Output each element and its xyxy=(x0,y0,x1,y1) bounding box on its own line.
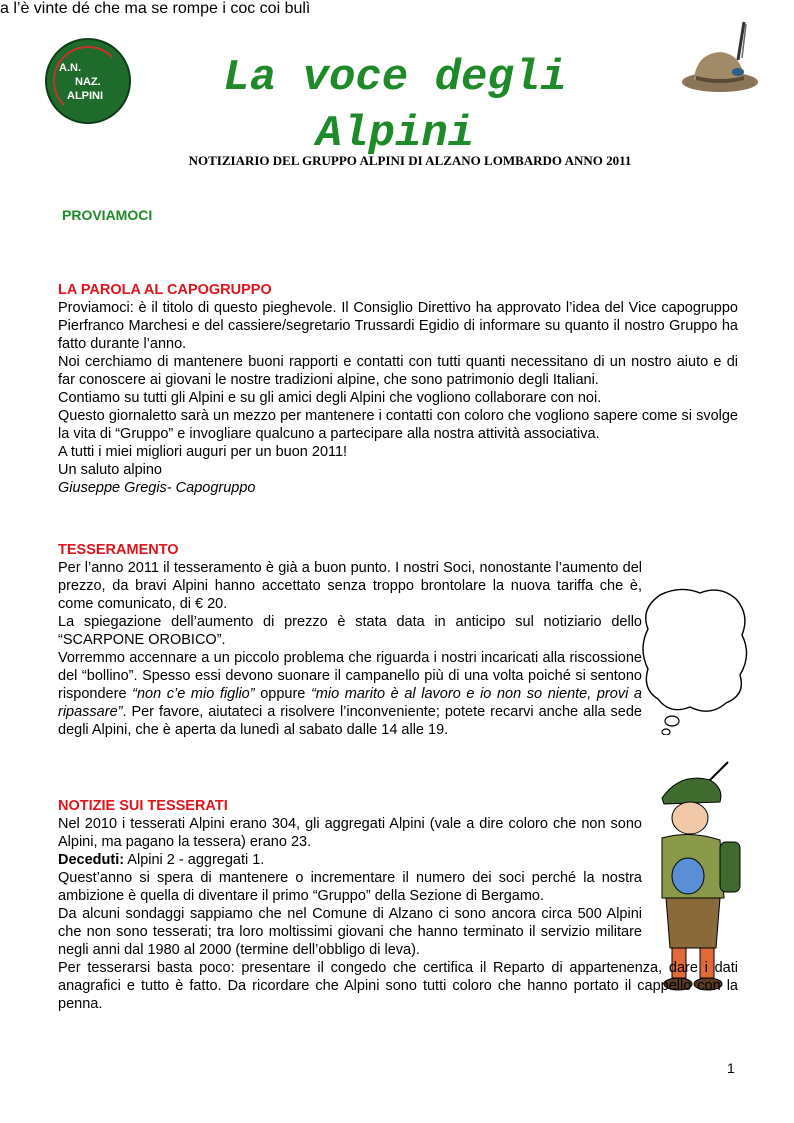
paragraph: La spiegazione dell’aumento di prezzo è stata data in anticipo sul notiziario dello “SCARPONE OROBICO”. xyxy=(58,614,642,648)
paragraph: Noi cerchiamo di mantenere buoni rapporti e contatti con tutti quanti necessitano di un nostro aiuto e di far conoscere ai giovani le nostre tradizioni alpine, che sono patrimonio degli Italiani. xyxy=(58,354,738,388)
alpine-hat-illustration xyxy=(680,20,760,100)
quote-run: “mio marito è al lavoro e io non so niente, provi a ripassare” xyxy=(58,686,642,720)
signature-greeting: Un saluto alpino xyxy=(58,462,162,478)
paragraph: Questo giornaletto sarà un mezzo per mantenere i contatti con coloro che vogliono sapere come si svolge la vita di “Gruppo” e invogliare qualcuno a partecipare alla nostra attività associativa. xyxy=(58,408,738,442)
logo-text-1: A.N. xyxy=(59,62,81,74)
section-heading-capogruppo: LA PAROLA AL CAPOGRUPPO xyxy=(58,282,272,298)
bubble-text: a l’è vinte dé che ma se rompe i coc coi bulì xyxy=(0,0,311,17)
text-run: oppure xyxy=(254,686,311,702)
section-heading-tesserati: NOTIZIE SUI TESSERATI xyxy=(58,798,228,814)
paragraph: Proviamoci: è il titolo di questo pieghevole. Il Consiglio Direttivo ha approvato l’idea del Vice capogruppo Pierfranco Marchesi e del cassiere/segretario Trussardi Egidio di informare su quanto il nostro Gruppo ha fatto durante l’anno. xyxy=(58,300,738,352)
signature-block xyxy=(58,479,738,497)
title-line-1: La voce degli xyxy=(223,53,567,103)
deceased-label: Deceduti: xyxy=(58,852,125,868)
section-heading-tesseramento: TESSERAMENTO xyxy=(58,542,179,558)
ana-logo xyxy=(45,38,131,124)
text-run: Vorremmo accennare a un piccolo problema che riguarda i nostri incaricati alla riscossione del “bollino”. Spesso essi devono suonare il campanello più di una volta poiché si sentono rispondere xyxy=(58,650,642,702)
paragraph: Per tesserarsi basta poco: presentare il congedo che certifica il Reparto di appartenenza, dare i dati anagrafici e tutto è fatto. Da ricordare che Alpini sono tutti coloro che hanno portato il cappello con la penna. xyxy=(58,960,738,1012)
paragraph: Per l’anno 2011 il tesseramento è già a buon punto. I nostri Soci, nonostante l’aumento del prezzo, da bravi Alpini hanno accettato senza troppo brontolare la nuova tariffa che è, come comunicato, di € 20. xyxy=(58,560,642,612)
title-line-2: Alpini xyxy=(315,109,475,159)
kicker-heading: PROVIAMOCI xyxy=(62,207,153,223)
logo-text-3: ALPINI xyxy=(67,90,104,102)
signature-name: Giuseppe Gregis- Capogruppo xyxy=(58,480,256,496)
section-capogruppo xyxy=(58,281,738,497)
section-tesserati xyxy=(58,797,738,1013)
text-run: Alpini 2 - aggregati 1. xyxy=(124,852,265,868)
paragraph: Contiamo su tutti gli Alpini e su gli amici degli Alpini che vogliono collaborare con noi. xyxy=(58,390,602,406)
paragraph: Da alcuni sondaggi sappiamo che nel Comune di Alzano ci sono ancora circa 500 Alpini che non sono tesserati; tra loro moltissimi giovani che hanno terminato il servizio militare negli anni dal 1980 al 2000 (termine dell’obbligo di leva). xyxy=(58,906,642,958)
quote-run: “non c’e mio figlio” xyxy=(132,686,255,702)
paragraph: A tutti i miei migliori auguri per un buon 2011! xyxy=(58,444,348,460)
section-tesseramento xyxy=(58,541,642,739)
paragraph xyxy=(58,851,642,869)
paragraph xyxy=(58,649,642,739)
newsletter-title xyxy=(130,50,660,162)
thought-bubble xyxy=(640,585,750,735)
text-run: . Per favore, aiutateci a risolvere l’inconveniente; potete recarvi anche alla sede degli Alpini, che è aperta da lunedì al sabato dalle 14 alle 19. xyxy=(58,704,642,738)
paragraph: Quest’anno si spera di mantenere o incrementare il numero dei soci perché la nostra ambizione è quella di diventare il primo “Gruppo” della Sezione di Bergamo. xyxy=(58,870,642,904)
page-number: 1 xyxy=(727,1060,735,1076)
logo-text-2: NAZ. xyxy=(75,76,101,88)
paragraph: Nel 2010 i tesserati Alpini erano 304, gli aggregati Alpini (vale a dire coloro che non sono Alpini, ma pagano la tessera) erano 23. xyxy=(58,816,642,850)
newsletter-subtitle: NOTIZIARIO DEL GRUPPO ALPINI DI ALZANO LOMBARDO ANNO 2011 xyxy=(188,153,632,168)
